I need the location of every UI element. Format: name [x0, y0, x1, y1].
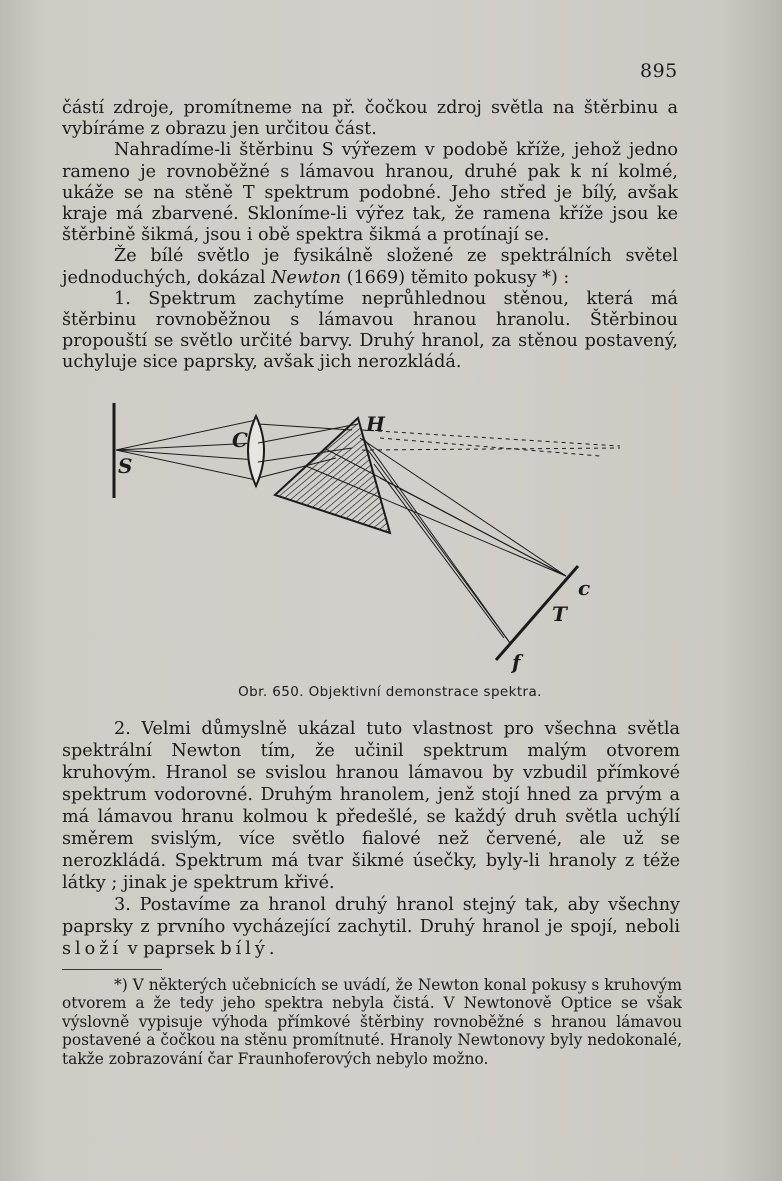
figure-650	[100, 398, 640, 688]
paragraph-6	[62, 894, 680, 960]
paragraph-6-after: .	[268, 939, 275, 959]
paragraph-2: Nahradíme-li štěrbinu S výřezem v podobě kříže, jehož jedno rameno je rovnoběžné s lámavou hranou, druhé pak k ní kolmé, ukáže se na stěně T spektrum podobné. Jeho střed je bílý, avšak kraje má zbarvené. Skloníme-li výřez tak, že ramena kříže jsou ke štěrbině šikmá, jsou i obě spektra šikmá a protínají se.	[62, 140, 678, 246]
label-C: C	[232, 428, 248, 452]
paragraph-3-before: Že bílé světlo je fysikálně složené ze spektrálních světel jednoduchých, dokázal	[62, 246, 678, 288]
undeviated-dashed-rays	[362, 430, 620, 456]
prism-diagram	[100, 398, 640, 688]
paragraph-3	[62, 246, 678, 288]
footnote-rule	[62, 969, 162, 970]
paragraph-4: 1. Spektrum zachytíme neprůhlednou stěnou, která má štěrbinu rovnoběžnou s lámavou hranou hranolu. Štěrbinou propouští se světlo určité barvy. Druhý hranol, za stěnou postavený, uchyluje sice paprsky, avšak jich nerozkládá.	[62, 288, 678, 373]
spaced-word-bily: bílý	[220, 939, 269, 959]
footnote	[62, 976, 682, 1068]
body-text-bottom	[62, 718, 680, 960]
paragraph-3-after: (1669) těmito pokusy *) :	[341, 267, 570, 288]
label-T: T	[552, 602, 567, 626]
spaced-word-slozi: složí	[62, 939, 123, 959]
paragraph-5: 2. Velmi důmyslně ukázal tuto vlastnost pro všechna světla spektrální Newton tím, že učinil spektrum malým otvorem kruhovým. Hranol se svislou hranou lámavou by vzbudil přímkové spektrum vodorovné. Druhým hranolem, jenž stojí hned za prvým a má lámavou hranu kolmou k předešlé, se každý druh světla uchýlí směrem svislým, více světlo fialové než červené, ale už se nerozkládá. Spektrum má tvar šikmé úsečky, byly-li hranoly z téže látky ; jinak je spektrum křivé.	[62, 719, 680, 893]
figure-caption: Obr. 650. Objektivní demonstrace spektra.	[238, 684, 542, 700]
page-number: 895	[640, 60, 678, 82]
footnote-text: *) V některých učebnicích se uvádí, že Newton konal pokusy s kruhovým otvorem a že tedy jeho spektra nebyla čistá. V Newtonově Optice se však výslovně vypisuje výhoda přímkové štěrbiny rovnoběžné s hranou lámavou postavené a čočkou na stěnu promítnuté. Hranoly Newtonovy byly nedokonalé, takže zobrazování čar Fraunhoferových nebylo možno.	[62, 976, 682, 1068]
label-S: S	[118, 454, 133, 478]
paragraph-6-middle: v paprsek	[122, 939, 221, 959]
body-text-top	[62, 98, 678, 374]
label-c: c	[578, 576, 591, 600]
paragraph-1: částí zdroje, promítneme na př. čočkou zdroj světla na štěrbinu a vybíráme z obrazu jen určitou část.	[62, 98, 678, 140]
label-H: H	[366, 412, 385, 436]
label-f: f	[512, 650, 521, 674]
newton-name: Newton	[271, 267, 341, 288]
lens-C	[248, 416, 264, 486]
paragraph-6-before: 3. Postavíme za hranol druhý hranol stejný tak, aby všechny paprsky z prvního vycházející zachytil. Druhý hranol je spojí, neboli	[62, 895, 680, 937]
